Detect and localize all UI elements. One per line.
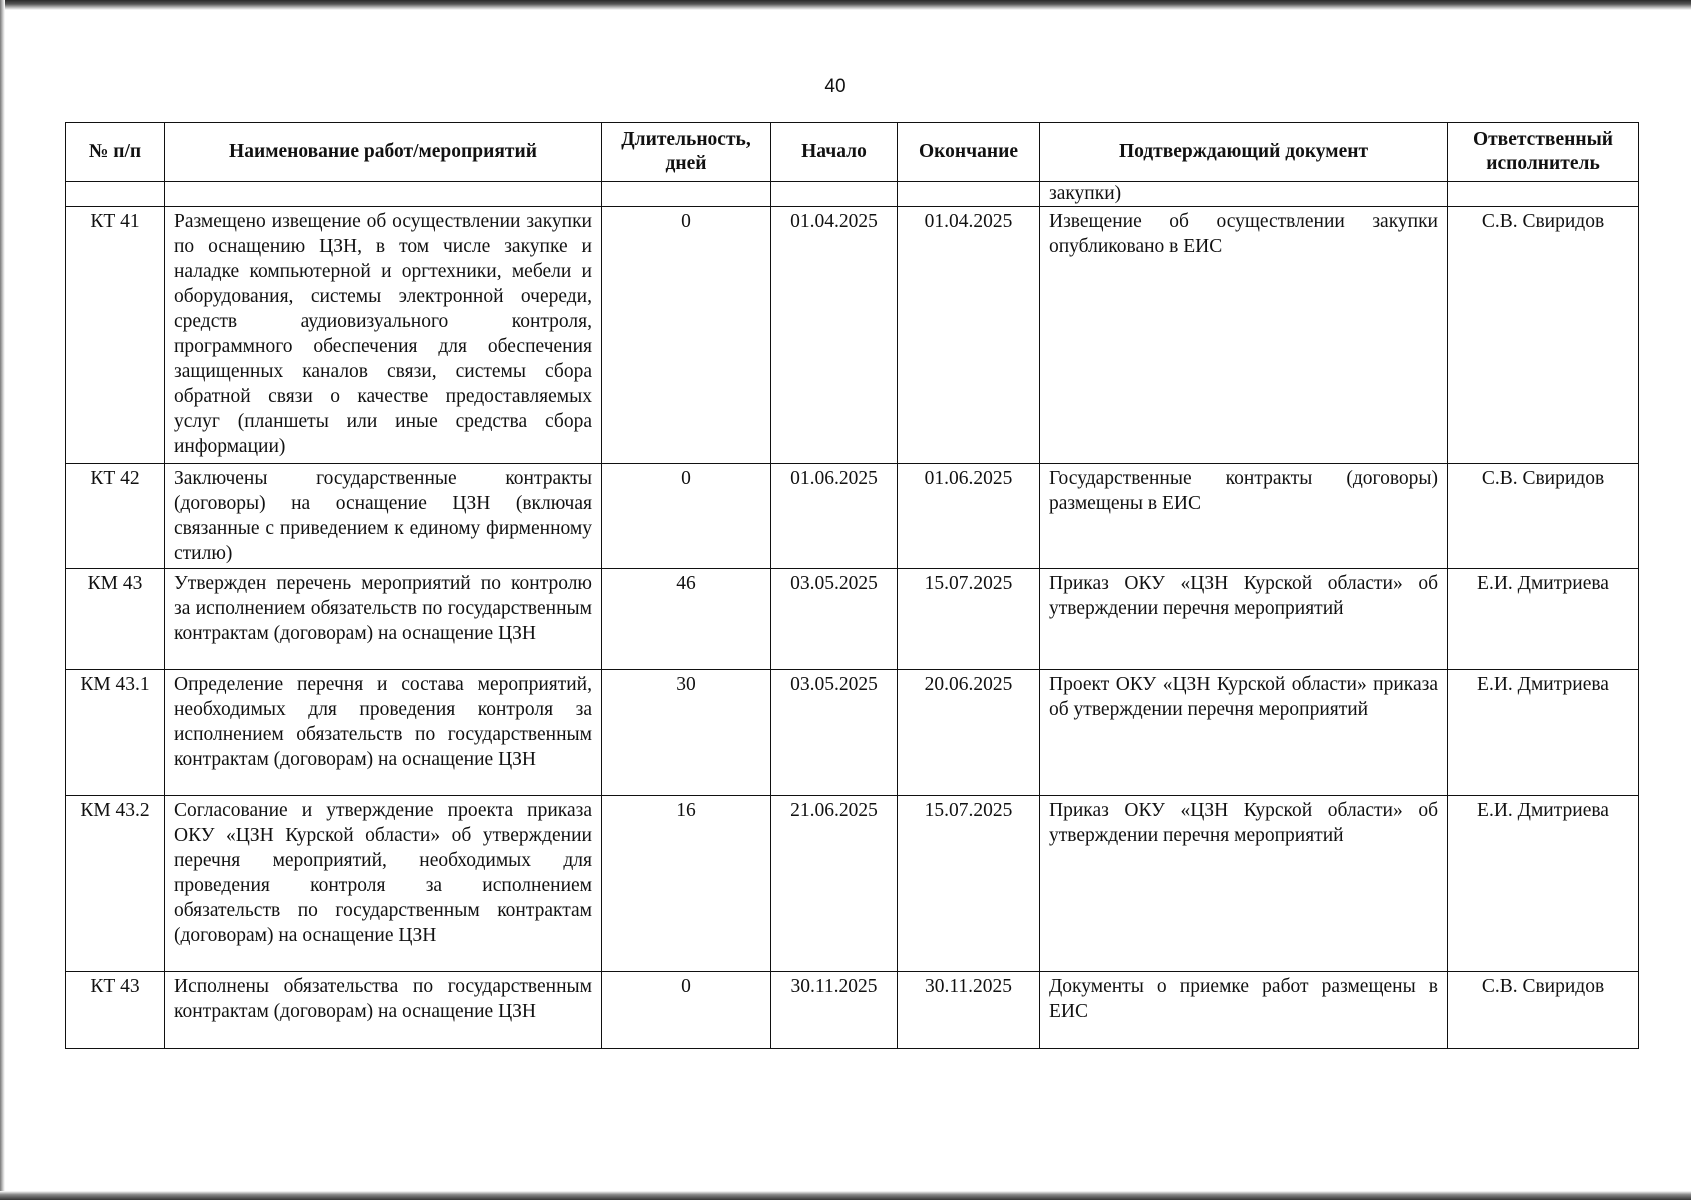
cell-document: Документы о приемке работ размещены в ЕИС xyxy=(1040,972,1448,1049)
scan-edge-bottom xyxy=(0,1191,1691,1200)
cell-duration: 30 xyxy=(602,670,771,796)
cell-name: Согласование и утверждение проекта приказа ОКУ «ЦЗН Курской области» об утверждении перечня мероприятий, необходимых для проведения контроля за исполнением обязательств по государственным контрактам (договорам) на оснащение ЦЗН xyxy=(165,796,602,972)
header-end: Окончание xyxy=(898,123,1040,182)
cell-document: Приказ ОКУ «ЦЗН Курской области» об утверждении перечня мероприятий xyxy=(1040,796,1448,972)
cell-number: КМ 43 xyxy=(66,569,165,670)
cell-start: 01.06.2025 xyxy=(771,464,898,569)
scan-edge-left xyxy=(0,0,5,1200)
table-row xyxy=(66,464,1639,569)
table-row xyxy=(66,796,1639,972)
cell-name xyxy=(165,182,602,207)
cell-end: 30.11.2025 xyxy=(898,972,1040,1049)
cell-number: КТ 42 xyxy=(66,464,165,569)
cell-end: 15.07.2025 xyxy=(898,569,1040,670)
cell-document: Извещение об осуществлении закупки опубликовано в ЕИС xyxy=(1040,207,1448,464)
cell-end: 20.06.2025 xyxy=(898,670,1040,796)
header-document: Подтверждающий документ xyxy=(1040,123,1448,182)
cell-responsible: С.В. Свиридов xyxy=(1448,972,1639,1049)
cell-duration: 46 xyxy=(602,569,771,670)
cell-end xyxy=(898,182,1040,207)
table-row xyxy=(66,972,1639,1049)
cell-duration: 16 xyxy=(602,796,771,972)
cell-responsible: Е.И. Дмитриева xyxy=(1448,670,1639,796)
cell-number: КТ 41 xyxy=(66,207,165,464)
cell-number: КТ 43 xyxy=(66,972,165,1049)
cell-document: закупки) xyxy=(1040,182,1448,207)
table-row xyxy=(66,569,1639,670)
cell-name: Размещено извещение об осуществлении закупки по оснащению ЦЗН, в том числе закупке и наладке компьютерной и оргтехники, мебели и оборудования, системы электронной очереди, средств аудиовизуального контроля, программного обеспечения для обеспечения защищенных каналов связи, системы сбора обратной связи о качестве предоставляемых услуг (планшеты или иные средства сбора информации) xyxy=(165,207,602,464)
cell-number: КМ 43.2 xyxy=(66,796,165,972)
cell-start xyxy=(771,182,898,207)
cell-name: Исполнены обязательства по государственным контрактам (договорам) на оснащение ЦЗН xyxy=(165,972,602,1049)
cell-responsible xyxy=(1448,182,1639,207)
cell-name: Утвержден перечень мероприятий по контролю за исполнением обязательств по государственным контрактам (договорам) на оснащение ЦЗН xyxy=(165,569,602,670)
table-header-row xyxy=(66,123,1639,182)
cell-duration: 0 xyxy=(602,972,771,1049)
cell-start: 03.05.2025 xyxy=(771,670,898,796)
cell-start: 21.06.2025 xyxy=(771,796,898,972)
cell-duration: 0 xyxy=(602,207,771,464)
table-row xyxy=(66,670,1639,796)
cell-number: КМ 43.1 xyxy=(66,670,165,796)
table-row xyxy=(66,207,1639,464)
header-number: № п/п xyxy=(66,123,165,182)
cell-start: 30.11.2025 xyxy=(771,972,898,1049)
header-name: Наименование работ/мероприятий xyxy=(165,123,602,182)
cell-responsible: Е.И. Дмитриева xyxy=(1448,796,1639,972)
cell-end: 01.04.2025 xyxy=(898,207,1040,464)
plan-table xyxy=(65,122,1639,1049)
cell-responsible: С.В. Свиридов xyxy=(1448,207,1639,464)
cell-start: 01.04.2025 xyxy=(771,207,898,464)
cell-name: Заключены государственные контракты (договоры) на оснащение ЦЗН (включая связанные с приведением к единому фирменному стилю) xyxy=(165,464,602,569)
scan-edge-top xyxy=(0,0,1691,10)
cell-start: 03.05.2025 xyxy=(771,569,898,670)
header-duration: Длительность, дней xyxy=(602,123,771,182)
cell-number xyxy=(66,182,165,207)
header-start: Начало xyxy=(771,123,898,182)
cell-document: Государственные контракты (договоры) размещены в ЕИС xyxy=(1040,464,1448,569)
cell-name: Определение перечня и состава мероприятий, необходимых для проведения контроля за исполнением обязательств по государственным контрактам (договорам) на оснащение ЦЗН xyxy=(165,670,602,796)
table-row-continuation xyxy=(66,182,1639,207)
cell-responsible: Е.И. Дмитриева xyxy=(1448,569,1639,670)
cell-duration xyxy=(602,182,771,207)
cell-end: 01.06.2025 xyxy=(898,464,1040,569)
cell-document: Приказ ОКУ «ЦЗН Курской области» об утверждении перечня мероприятий xyxy=(1040,569,1448,670)
cell-responsible: С.В. Свиридов xyxy=(1448,464,1639,569)
page-number: 40 xyxy=(824,76,846,97)
cell-duration: 0 xyxy=(602,464,771,569)
cell-document: Проект ОКУ «ЦЗН Курской области» приказа об утверждении перечня мероприятий xyxy=(1040,670,1448,796)
cell-end: 15.07.2025 xyxy=(898,796,1040,972)
header-responsible: Ответственный исполнитель xyxy=(1448,123,1639,182)
